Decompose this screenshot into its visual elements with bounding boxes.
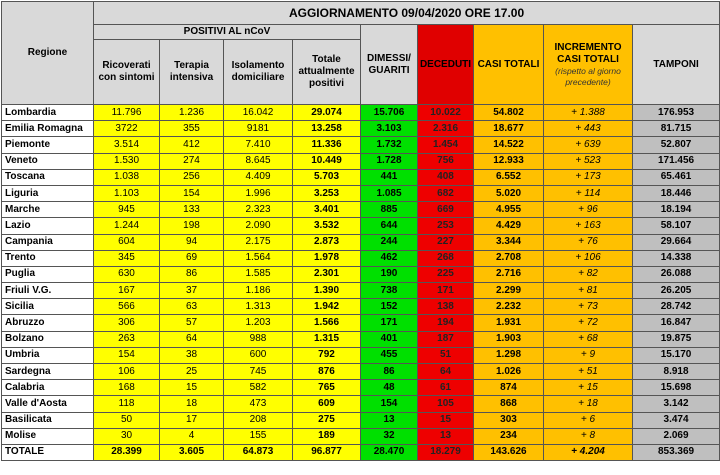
tamponi-cell: 176.953 [633,105,720,121]
header-ricoverati: Ricoverati con sintomi [94,40,160,105]
table-row [2,105,720,121]
isolamento-cell: 988 [224,331,293,347]
incremento-cell: + 639 [544,137,633,153]
table-row [2,202,720,218]
incremento-cell: + 81 [544,283,633,299]
ricoverati-cell: 263 [94,331,160,347]
tamponi-cell: 14.338 [633,250,720,266]
deceduti-cell: 51 [418,347,474,363]
region-name: Marche [2,202,94,218]
covid-regional-table [1,1,720,461]
deceduti-cell: 669 [418,202,474,218]
tamponi-cell: 81.715 [633,121,720,137]
incremento-cell: + 82 [544,266,633,282]
header-dimessi: DIMESSI/ GUARITI [361,25,418,105]
region-name: Sardegna [2,364,94,380]
totale-positivi-cell: 11.336 [293,137,361,153]
incremento-cell: + 9 [544,347,633,363]
ricoverati-cell: 168 [94,380,160,396]
ricoverati-cell: 167 [94,283,160,299]
incremento-cell: + 106 [544,250,633,266]
deceduti-cell: 64 [418,364,474,380]
tamponi-cell: 2.069 [633,428,720,444]
table-row [2,250,720,266]
total-region-name: TOTALE [2,444,94,460]
totale-positivi-cell: 876 [293,364,361,380]
totale-positivi-cell: 1.315 [293,331,361,347]
ricoverati-cell: 345 [94,250,160,266]
ricoverati-cell: 1.244 [94,218,160,234]
ricoverati-cell: 566 [94,299,160,315]
isolamento-cell: 1.203 [224,315,293,331]
terapia-cell: 17 [160,412,224,428]
terapia-cell: 38 [160,347,224,363]
total-ricoverati-cell: 28.399 [94,444,160,460]
table-row [2,364,720,380]
terapia-cell: 15 [160,380,224,396]
ricoverati-cell: 1.530 [94,153,160,169]
casi-totali-cell: 303 [474,412,544,428]
totale-positivi-cell: 3.401 [293,202,361,218]
isolamento-cell: 9181 [224,121,293,137]
deceduti-cell: 13 [418,428,474,444]
dimessi-cell: 401 [361,331,418,347]
region-name: Veneto [2,153,94,169]
incremento-cell: + 68 [544,331,633,347]
deceduti-cell: 187 [418,331,474,347]
tamponi-cell: 52.807 [633,137,720,153]
table-body [2,105,720,461]
ricoverati-cell: 118 [94,396,160,412]
casi-totali-cell: 12.933 [474,153,544,169]
ricoverati-cell: 306 [94,315,160,331]
dimessi-cell: 3.103 [361,121,418,137]
header-incremento-note: (rispetto al giorno precedente) [555,66,621,87]
region-name: Emilia Romagna [2,121,94,137]
isolamento-cell: 745 [224,364,293,380]
deceduti-cell: 225 [418,266,474,282]
totale-positivi-cell: 29.074 [293,105,361,121]
casi-totali-cell: 14.522 [474,137,544,153]
header-regione: Regione [2,2,94,105]
table-row [2,266,720,282]
deceduti-cell: 61 [418,380,474,396]
totale-positivi-cell: 275 [293,412,361,428]
terapia-cell: 1.236 [160,105,224,121]
totale-positivi-cell: 765 [293,380,361,396]
ricoverati-cell: 604 [94,234,160,250]
terapia-cell: 94 [160,234,224,250]
deceduti-cell: 171 [418,283,474,299]
isolamento-cell: 155 [224,428,293,444]
dimessi-cell: 1.732 [361,137,418,153]
isolamento-cell: 7.410 [224,137,293,153]
casi-totali-cell: 6.552 [474,169,544,185]
tamponi-cell: 65.461 [633,169,720,185]
ricoverati-cell: 30 [94,428,160,444]
total-row [2,444,720,460]
dimessi-cell: 244 [361,234,418,250]
isolamento-cell: 600 [224,347,293,363]
incremento-cell: + 6 [544,412,633,428]
tamponi-cell: 18.194 [633,202,720,218]
totale-positivi-cell: 2.873 [293,234,361,250]
incremento-cell: + 443 [544,121,633,137]
table-row [2,380,720,396]
dimessi-cell: 32 [361,428,418,444]
totale-positivi-cell: 3.253 [293,185,361,201]
ricoverati-cell: 3722 [94,121,160,137]
dimessi-cell: 1.728 [361,153,418,169]
ricoverati-cell: 154 [94,347,160,363]
header-incremento-label: INCREMENTO CASI TOTALI [554,42,622,66]
casi-totali-cell: 2.708 [474,250,544,266]
table-row [2,137,720,153]
terapia-cell: 37 [160,283,224,299]
table-row [2,121,720,137]
header-tamponi: TAMPONI [633,25,720,105]
casi-totali-cell: 3.344 [474,234,544,250]
total-dimessi-cell: 28.470 [361,444,418,460]
totale-positivi-cell: 13.258 [293,121,361,137]
isolamento-cell: 2.175 [224,234,293,250]
totale-positivi-cell: 1.978 [293,250,361,266]
region-name: Abruzzo [2,315,94,331]
isolamento-cell: 582 [224,380,293,396]
dimessi-cell: 455 [361,347,418,363]
casi-totali-cell: 1.903 [474,331,544,347]
dimessi-cell: 190 [361,266,418,282]
table-row [2,299,720,315]
casi-totali-cell: 234 [474,428,544,444]
isolamento-cell: 1.186 [224,283,293,299]
totale-positivi-cell: 2.301 [293,266,361,282]
incremento-cell: + 8 [544,428,633,444]
tamponi-cell: 29.664 [633,234,720,250]
total-incremento-cell: + 4.204 [544,444,633,460]
table-row [2,331,720,347]
tamponi-cell: 26.088 [633,266,720,282]
region-name: Basilicata [2,412,94,428]
region-name: Puglia [2,266,94,282]
tamponi-cell: 8.918 [633,364,720,380]
terapia-cell: 198 [160,218,224,234]
table-row [2,315,720,331]
region-name: Lazio [2,218,94,234]
terapia-cell: 18 [160,396,224,412]
ricoverati-cell: 11.796 [94,105,160,121]
region-name: Friuli V.G. [2,283,94,299]
isolamento-cell: 16.042 [224,105,293,121]
header-deceduti: DECEDUTI [418,25,474,105]
incremento-cell: + 163 [544,218,633,234]
total-deceduti-cell: 18.279 [418,444,474,460]
deceduti-cell: 10.022 [418,105,474,121]
ricoverati-cell: 630 [94,266,160,282]
totale-positivi-cell: 10.449 [293,153,361,169]
terapia-cell: 355 [160,121,224,137]
deceduti-cell: 15 [418,412,474,428]
tamponi-cell: 3.474 [633,412,720,428]
ricoverati-cell: 945 [94,202,160,218]
deceduti-cell: 194 [418,315,474,331]
casi-totali-cell: 5.020 [474,185,544,201]
ricoverati-cell: 3.514 [94,137,160,153]
deceduti-cell: 2.316 [418,121,474,137]
table-title: AGGIORNAMENTO 09/04/2020 ORE 17.00 [94,2,720,25]
tamponi-cell: 16.847 [633,315,720,331]
isolamento-cell: 8.645 [224,153,293,169]
dimessi-cell: 644 [361,218,418,234]
terapia-cell: 154 [160,185,224,201]
tamponi-cell: 18.446 [633,185,720,201]
region-name: Molise [2,428,94,444]
table-row [2,283,720,299]
region-name: Valle d'Aosta [2,396,94,412]
incremento-cell: + 173 [544,169,633,185]
isolamento-cell: 2.090 [224,218,293,234]
deceduti-cell: 105 [418,396,474,412]
dimessi-cell: 171 [361,315,418,331]
table-row [2,396,720,412]
region-name: Umbria [2,347,94,363]
terapia-cell: 133 [160,202,224,218]
casi-totali-cell: 1.298 [474,347,544,363]
table-row [2,234,720,250]
dimessi-cell: 152 [361,299,418,315]
isolamento-cell: 1.585 [224,266,293,282]
region-name: Trento [2,250,94,266]
terapia-cell: 69 [160,250,224,266]
isolamento-cell: 1.564 [224,250,293,266]
isolamento-cell: 4.409 [224,169,293,185]
dimessi-cell: 738 [361,283,418,299]
table-row [2,185,720,201]
total-casi-totali-cell: 143.626 [474,444,544,460]
table-row [2,428,720,444]
deceduti-cell: 682 [418,185,474,201]
terapia-cell: 63 [160,299,224,315]
terapia-cell: 256 [160,169,224,185]
incremento-cell: + 76 [544,234,633,250]
totale-positivi-cell: 5.703 [293,169,361,185]
incremento-cell: + 114 [544,185,633,201]
region-name: Lombardia [2,105,94,121]
dimessi-cell: 1.085 [361,185,418,201]
total-terapia-cell: 3.605 [160,444,224,460]
header-positivi-group: POSITIVI AL nCoV [94,25,361,40]
casi-totali-cell: 54.802 [474,105,544,121]
isolamento-cell: 1.996 [224,185,293,201]
casi-totali-cell: 4.955 [474,202,544,218]
ricoverati-cell: 1.038 [94,169,160,185]
incremento-cell: + 96 [544,202,633,218]
totale-positivi-cell: 1.566 [293,315,361,331]
terapia-cell: 25 [160,364,224,380]
header-isolamento: Isolamento domiciliare [224,40,293,105]
total-totale-positivi-cell: 96.877 [293,444,361,460]
dimessi-cell: 441 [361,169,418,185]
terapia-cell: 412 [160,137,224,153]
region-name: Bolzano [2,331,94,347]
tamponi-cell: 28.742 [633,299,720,315]
totale-positivi-cell: 609 [293,396,361,412]
isolamento-cell: 208 [224,412,293,428]
totale-positivi-cell: 1.390 [293,283,361,299]
casi-totali-cell: 1.026 [474,364,544,380]
terapia-cell: 57 [160,315,224,331]
table-row [2,169,720,185]
tamponi-cell: 26.205 [633,283,720,299]
total-tamponi-cell: 853.369 [633,444,720,460]
region-name: Sicilia [2,299,94,315]
table-row [2,153,720,169]
incremento-cell: + 18 [544,396,633,412]
casi-totali-cell: 2.232 [474,299,544,315]
region-name: Toscana [2,169,94,185]
isolamento-cell: 473 [224,396,293,412]
table-row [2,218,720,234]
dimessi-cell: 86 [361,364,418,380]
header-incremento [544,25,633,105]
incremento-cell: + 73 [544,299,633,315]
dimessi-cell: 48 [361,380,418,396]
casi-totali-cell: 874 [474,380,544,396]
region-name: Liguria [2,185,94,201]
region-name: Campania [2,234,94,250]
deceduti-cell: 756 [418,153,474,169]
isolamento-cell: 2.323 [224,202,293,218]
totale-positivi-cell: 792 [293,347,361,363]
terapia-cell: 4 [160,428,224,444]
casi-totali-cell: 4.429 [474,218,544,234]
region-name: Piemonte [2,137,94,153]
tamponi-cell: 15.170 [633,347,720,363]
incremento-cell: + 51 [544,364,633,380]
table-row [2,412,720,428]
region-name: Calabria [2,380,94,396]
casi-totali-cell: 2.299 [474,283,544,299]
tamponi-cell: 171.456 [633,153,720,169]
ricoverati-cell: 50 [94,412,160,428]
totale-positivi-cell: 1.942 [293,299,361,315]
table-row [2,347,720,363]
dimessi-cell: 154 [361,396,418,412]
deceduti-cell: 1.454 [418,137,474,153]
terapia-cell: 274 [160,153,224,169]
incremento-cell: + 15 [544,380,633,396]
casi-totali-cell: 1.931 [474,315,544,331]
deceduti-cell: 253 [418,218,474,234]
incremento-cell: + 72 [544,315,633,331]
tamponi-cell: 58.107 [633,218,720,234]
dimessi-cell: 885 [361,202,418,218]
deceduti-cell: 408 [418,169,474,185]
deceduti-cell: 138 [418,299,474,315]
deceduti-cell: 227 [418,234,474,250]
header-terapia: Terapia intensiva [160,40,224,105]
totale-positivi-cell: 3.532 [293,218,361,234]
totale-positivi-cell: 189 [293,428,361,444]
total-isolamento-cell: 64.873 [224,444,293,460]
isolamento-cell: 1.313 [224,299,293,315]
incremento-cell: + 1.388 [544,105,633,121]
header-totale-positivi: Totale attualmente positivi [293,40,361,105]
terapia-cell: 64 [160,331,224,347]
tamponi-cell: 19.875 [633,331,720,347]
deceduti-cell: 268 [418,250,474,266]
header-casi-totali: CASI TOTALI [474,25,544,105]
dimessi-cell: 15.706 [361,105,418,121]
incremento-cell: + 523 [544,153,633,169]
tamponi-cell: 15.698 [633,380,720,396]
casi-totali-cell: 2.716 [474,266,544,282]
casi-totali-cell: 868 [474,396,544,412]
tamponi-cell: 3.142 [633,396,720,412]
dimessi-cell: 13 [361,412,418,428]
ricoverati-cell: 106 [94,364,160,380]
terapia-cell: 86 [160,266,224,282]
dimessi-cell: 462 [361,250,418,266]
casi-totali-cell: 18.677 [474,121,544,137]
ricoverati-cell: 1.103 [94,185,160,201]
